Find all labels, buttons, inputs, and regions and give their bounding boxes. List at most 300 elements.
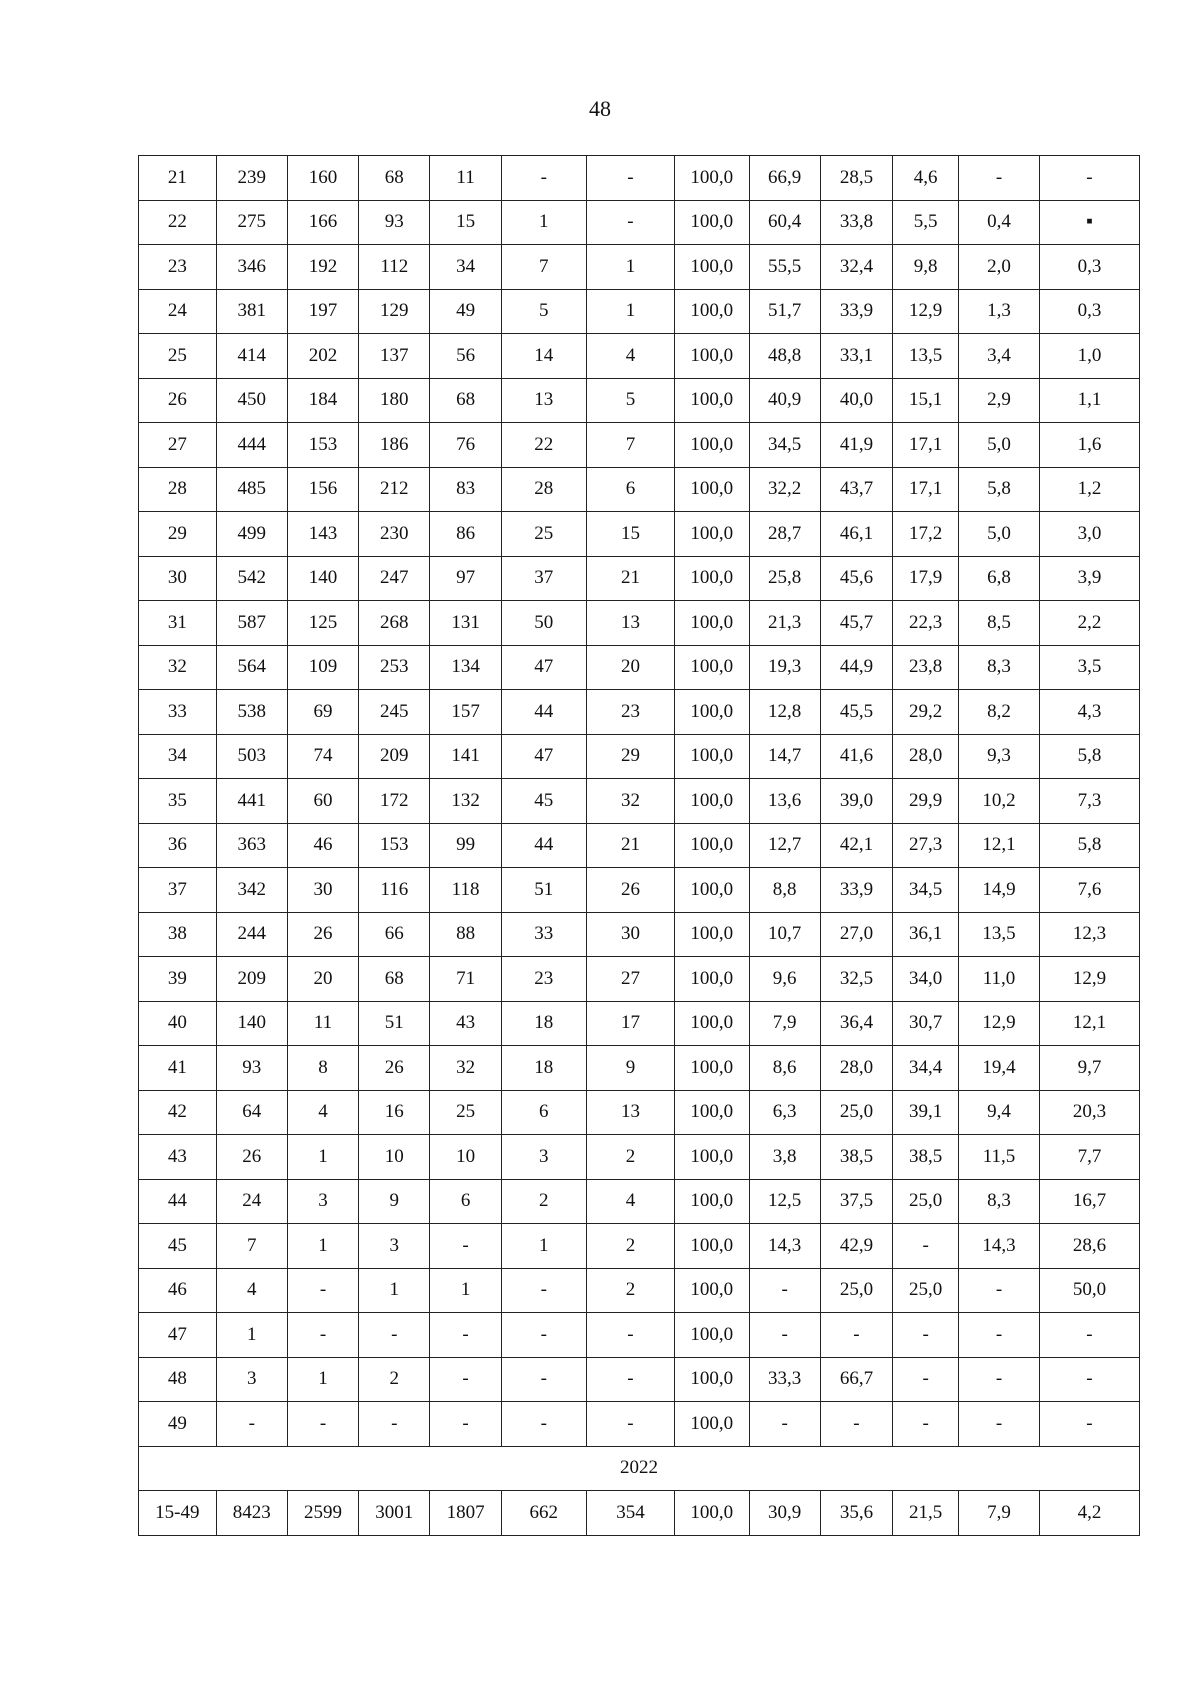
- table-cell: 50,0: [1039, 1268, 1139, 1313]
- table-row: [139, 423, 1140, 468]
- table-row: [139, 601, 1140, 646]
- table-cell: 100,0: [675, 645, 749, 690]
- table-cell: 100,0: [675, 1001, 749, 1046]
- table-cell: 12,5: [749, 1179, 820, 1224]
- table-cell: 19,4: [959, 1046, 1040, 1091]
- table-row: [139, 1357, 1140, 1402]
- table-cell: 28,0: [820, 1046, 892, 1091]
- table-cell: 29,2: [893, 690, 959, 735]
- table-cell: 1,0: [1039, 334, 1139, 379]
- table-cell: 2: [586, 1135, 674, 1180]
- table-cell: 2: [586, 1268, 674, 1313]
- table-cell: 25,0: [820, 1268, 892, 1313]
- table-row: [139, 1179, 1140, 1224]
- row-label-cell: 42: [139, 1090, 217, 1135]
- table-cell: -: [287, 1402, 358, 1447]
- table-cell: 21,3: [749, 601, 820, 646]
- table-cell: 51: [501, 868, 586, 913]
- table-cell: 41,9: [820, 423, 892, 468]
- table-cell: 7,6: [1039, 868, 1139, 913]
- table-cell: 10: [359, 1135, 430, 1180]
- table-cell: 1: [287, 1224, 358, 1269]
- table-cell: 12,1: [1039, 1001, 1139, 1046]
- table-cell: 56: [430, 334, 501, 379]
- table-cell: 140: [287, 556, 358, 601]
- table-cell: 100,0: [675, 868, 749, 913]
- table-cell: 88: [430, 912, 501, 957]
- table-cell: 1,3: [959, 289, 1040, 334]
- row-label-cell: 35: [139, 779, 217, 824]
- row-label-cell: 27: [139, 423, 217, 468]
- table-row: [139, 957, 1140, 1002]
- table-cell: 8423: [216, 1491, 287, 1536]
- table-cell: 33,9: [820, 868, 892, 913]
- table-cell: 100,0: [675, 1402, 749, 1447]
- table-cell: 60: [287, 779, 358, 824]
- table-cell: 245: [359, 690, 430, 735]
- table-cell: 2,2: [1039, 601, 1139, 646]
- table-cell: 14,7: [749, 734, 820, 779]
- table-cell: 100,0: [675, 1313, 749, 1358]
- row-label-cell: 37: [139, 868, 217, 913]
- table-cell: 71: [430, 957, 501, 1002]
- row-label-cell: 44: [139, 1179, 217, 1224]
- table-cell: 9: [586, 1046, 674, 1091]
- table-cell: 93: [216, 1046, 287, 1091]
- table-cell: 5,0: [959, 423, 1040, 468]
- table-cell: 14,9: [959, 868, 1040, 913]
- table-cell: 247: [359, 556, 430, 601]
- table-cell: 10,7: [749, 912, 820, 957]
- table-cell: 2599: [287, 1491, 358, 1536]
- table-cell: 51: [359, 1001, 430, 1046]
- table-cell: 1: [287, 1135, 358, 1180]
- table-cell: -: [287, 1313, 358, 1358]
- table-cell: 37: [501, 556, 586, 601]
- table-cell: 27,0: [820, 912, 892, 957]
- table-cell: 244: [216, 912, 287, 957]
- table-cell: 132: [430, 779, 501, 824]
- table-cell: -: [586, 1402, 674, 1447]
- row-label-cell: 21: [139, 156, 217, 201]
- table-cell: 15: [586, 512, 674, 557]
- table-cell: 3001: [359, 1491, 430, 1536]
- table-cell: 25,0: [893, 1179, 959, 1224]
- table-row: [139, 156, 1140, 201]
- table-cell: -: [749, 1313, 820, 1358]
- table-cell: 12,9: [959, 1001, 1040, 1046]
- table-cell: -: [959, 1402, 1040, 1447]
- table-cell: 43,7: [820, 467, 892, 512]
- page-number: 48: [589, 96, 611, 121]
- table-cell: 7,9: [959, 1491, 1040, 1536]
- table-cell: 28,6: [1039, 1224, 1139, 1269]
- table-cell: 11,5: [959, 1135, 1040, 1180]
- table-cell: 66,7: [820, 1357, 892, 1402]
- row-label-cell: 45: [139, 1224, 217, 1269]
- total-row: [139, 1491, 1140, 1536]
- table-cell: 36,1: [893, 912, 959, 957]
- table-cell: 414: [216, 334, 287, 379]
- table-cell: 6: [586, 467, 674, 512]
- table-cell: 13: [501, 378, 586, 423]
- table-cell: 230: [359, 512, 430, 557]
- table-cell: -: [430, 1357, 501, 1402]
- table-cell: -: [501, 156, 586, 201]
- table-cell: -: [287, 1268, 358, 1313]
- table-cell: 48,8: [749, 334, 820, 379]
- table-cell: 1: [216, 1313, 287, 1358]
- table-cell: 11: [287, 1001, 358, 1046]
- table-cell: 17,2: [893, 512, 959, 557]
- table-cell: 6,8: [959, 556, 1040, 601]
- table-cell: 7: [586, 423, 674, 468]
- table-cell: 4: [586, 334, 674, 379]
- table-cell: 11,0: [959, 957, 1040, 1002]
- table-cell: 160: [287, 156, 358, 201]
- table-cell: 39,1: [893, 1090, 959, 1135]
- table-cell: -: [959, 156, 1040, 201]
- table-row: [139, 1001, 1140, 1046]
- table-cell: 6,3: [749, 1090, 820, 1135]
- table-cell: 184: [287, 378, 358, 423]
- table-cell: 100,0: [675, 556, 749, 601]
- table-cell: 83: [430, 467, 501, 512]
- table-row: [139, 690, 1140, 735]
- table-cell: 209: [359, 734, 430, 779]
- table-cell: 100,0: [675, 1046, 749, 1091]
- table-cell: 197: [287, 289, 358, 334]
- table-cell: 0,3: [1039, 289, 1139, 334]
- table-cell: -: [586, 156, 674, 201]
- table-cell: 202: [287, 334, 358, 379]
- table-cell: 118: [430, 868, 501, 913]
- table-cell: 44: [501, 823, 586, 868]
- table-cell: 68: [359, 156, 430, 201]
- table-cell: 25: [501, 512, 586, 557]
- table-cell: 192: [287, 245, 358, 290]
- table-cell: 100,0: [675, 1135, 749, 1180]
- table-cell: 28,7: [749, 512, 820, 557]
- table-cell: 9: [359, 1179, 430, 1224]
- row-label-cell: 43: [139, 1135, 217, 1180]
- table-cell: -: [959, 1357, 1040, 1402]
- row-label-cell: 15-49: [139, 1491, 217, 1536]
- table-cell: 17: [586, 1001, 674, 1046]
- table-cell: -: [893, 1357, 959, 1402]
- table-cell: 28: [501, 467, 586, 512]
- table-cell: 8,5: [959, 601, 1040, 646]
- table-cell: 8,2: [959, 690, 1040, 735]
- table-cell: 1,1: [1039, 378, 1139, 423]
- table-cell: 16: [359, 1090, 430, 1135]
- table-row: [139, 1090, 1140, 1135]
- table-cell: 42,1: [820, 823, 892, 868]
- statistics-table: [138, 155, 1140, 1536]
- table-cell: 22,3: [893, 601, 959, 646]
- table-cell: 1,2: [1039, 467, 1139, 512]
- table-row: [139, 1268, 1140, 1313]
- table-row: [139, 823, 1140, 868]
- table-row: [139, 378, 1140, 423]
- table-cell: -: [430, 1402, 501, 1447]
- table-row: [139, 289, 1140, 334]
- row-label-cell: 33: [139, 690, 217, 735]
- table-cell: 37,5: [820, 1179, 892, 1224]
- table-cell: 7: [216, 1224, 287, 1269]
- table-row: [139, 556, 1140, 601]
- row-label-cell: 46: [139, 1268, 217, 1313]
- table-cell: 4: [287, 1090, 358, 1135]
- table-cell: 20,3: [1039, 1090, 1139, 1135]
- table-cell: 20: [287, 957, 358, 1002]
- row-label-cell: 31: [139, 601, 217, 646]
- table-cell: 253: [359, 645, 430, 690]
- table-cell: 5,0: [959, 512, 1040, 557]
- table-cell: 381: [216, 289, 287, 334]
- table-cell: 5,5: [893, 200, 959, 245]
- table-cell: 1: [586, 245, 674, 290]
- table-cell: 100,0: [675, 156, 749, 201]
- table-cell: 45,5: [820, 690, 892, 735]
- table-body: [139, 156, 1140, 1536]
- table-cell: 13,5: [893, 334, 959, 379]
- table-cell: 33,8: [820, 200, 892, 245]
- table-cell: 100,0: [675, 1179, 749, 1224]
- table-cell: 0,3: [1039, 245, 1139, 290]
- table-cell: 10,2: [959, 779, 1040, 824]
- row-label-cell: 38: [139, 912, 217, 957]
- table-cell: 8,3: [959, 645, 1040, 690]
- table-cell: 134: [430, 645, 501, 690]
- table-cell: 1: [359, 1268, 430, 1313]
- row-label-cell: 30: [139, 556, 217, 601]
- table-cell: 662: [501, 1491, 586, 1536]
- table-cell: 32: [430, 1046, 501, 1091]
- table-cell: 209: [216, 957, 287, 1002]
- table-cell: 9,6: [749, 957, 820, 1002]
- row-label-cell: 29: [139, 512, 217, 557]
- table-cell: 46,1: [820, 512, 892, 557]
- table-cell: 10: [430, 1135, 501, 1180]
- table-cell: 1: [586, 289, 674, 334]
- table-cell: 14,3: [959, 1224, 1040, 1269]
- table-cell: 29: [586, 734, 674, 779]
- table-cell: 30,7: [893, 1001, 959, 1046]
- table-cell: 4,2: [1039, 1491, 1139, 1536]
- table-cell: 30: [287, 868, 358, 913]
- table-cell: 2: [359, 1357, 430, 1402]
- table-cell: 34: [430, 245, 501, 290]
- table-cell: 5,8: [1039, 734, 1139, 779]
- table-cell: 8: [287, 1046, 358, 1091]
- table-cell: 51,7: [749, 289, 820, 334]
- row-label-cell: 47: [139, 1313, 217, 1358]
- table-cell: 125: [287, 601, 358, 646]
- table-cell: 186: [359, 423, 430, 468]
- table-cell: 74: [287, 734, 358, 779]
- table-cell: 4,3: [1039, 690, 1139, 735]
- table-cell: 3: [216, 1357, 287, 1402]
- table-cell: 268: [359, 601, 430, 646]
- table-cell: 19,3: [749, 645, 820, 690]
- table-cell: 180: [359, 378, 430, 423]
- table-cell: 141: [430, 734, 501, 779]
- table-cell: 33: [501, 912, 586, 957]
- table-cell: 587: [216, 601, 287, 646]
- table-cell: 9,7: [1039, 1046, 1139, 1091]
- table-cell: 44: [501, 690, 586, 735]
- table-cell: 26: [216, 1135, 287, 1180]
- table-cell: 17,1: [893, 423, 959, 468]
- table-cell: 100,0: [675, 1224, 749, 1269]
- table-cell: 2,9: [959, 378, 1040, 423]
- table-cell: -: [430, 1224, 501, 1269]
- table-cell: 137: [359, 334, 430, 379]
- table-cell: 32: [586, 779, 674, 824]
- table-cell: -: [501, 1357, 586, 1402]
- table-cell: 7,7: [1039, 1135, 1139, 1180]
- table-cell: -: [1039, 1357, 1139, 1402]
- table-cell: 60,4: [749, 200, 820, 245]
- table-cell: 66,9: [749, 156, 820, 201]
- table-cell: 153: [287, 423, 358, 468]
- row-label-cell: 49: [139, 1402, 217, 1447]
- table-cell: 47: [501, 645, 586, 690]
- table-cell: 346: [216, 245, 287, 290]
- table-cell: 3,0: [1039, 512, 1139, 557]
- table-row: [139, 200, 1140, 245]
- table-cell: -: [216, 1402, 287, 1447]
- table-cell: 157: [430, 690, 501, 735]
- table-cell: 27,3: [893, 823, 959, 868]
- table-cell: -: [959, 1268, 1040, 1313]
- table-row: [139, 1135, 1140, 1180]
- table-cell: 342: [216, 868, 287, 913]
- table-cell: 239: [216, 156, 287, 201]
- table-cell: 3: [501, 1135, 586, 1180]
- table-cell: 38,5: [893, 1135, 959, 1180]
- table-cell: 1: [287, 1357, 358, 1402]
- table-cell: 18: [501, 1001, 586, 1046]
- table-cell: 2: [586, 1224, 674, 1269]
- table-cell: 9,8: [893, 245, 959, 290]
- table-cell: 112: [359, 245, 430, 290]
- row-label-cell: 34: [139, 734, 217, 779]
- table-cell: 34,5: [749, 423, 820, 468]
- table-cell: 363: [216, 823, 287, 868]
- table-cell: 100,0: [675, 823, 749, 868]
- table-cell: 13,6: [749, 779, 820, 824]
- table-cell: -: [959, 1313, 1040, 1358]
- table-cell: 33,1: [820, 334, 892, 379]
- table-cell: 1807: [430, 1491, 501, 1536]
- table-cell: 23: [586, 690, 674, 735]
- table-cell: -: [893, 1224, 959, 1269]
- table-cell: 275: [216, 200, 287, 245]
- row-label-cell: 32: [139, 645, 217, 690]
- table-cell: 100,0: [675, 334, 749, 379]
- table-cell: 50: [501, 601, 586, 646]
- table-cell: 6: [430, 1179, 501, 1224]
- row-label-cell: 41: [139, 1046, 217, 1091]
- table-cell: 40,0: [820, 378, 892, 423]
- table-cell: 45: [501, 779, 586, 824]
- table-cell: -: [501, 1402, 586, 1447]
- table-cell: 4: [216, 1268, 287, 1313]
- table-cell: 4: [586, 1179, 674, 1224]
- table-cell: -: [820, 1402, 892, 1447]
- row-label-cell: 36: [139, 823, 217, 868]
- table-cell: 55,5: [749, 245, 820, 290]
- table-cell: 69: [287, 690, 358, 735]
- table-cell: 166: [287, 200, 358, 245]
- table-cell: -: [586, 1357, 674, 1402]
- table-cell: 1: [430, 1268, 501, 1313]
- table-cell: 44,9: [820, 645, 892, 690]
- table-cell: 140: [216, 1001, 287, 1046]
- table-cell: -: [430, 1313, 501, 1358]
- table-cell: 76: [430, 423, 501, 468]
- table-cell: 9,4: [959, 1090, 1040, 1135]
- table-cell: 34,5: [893, 868, 959, 913]
- table-cell: 66: [359, 912, 430, 957]
- table-cell: 0,4: [959, 200, 1040, 245]
- table-cell: 100,0: [675, 690, 749, 735]
- table-cell: 153: [359, 823, 430, 868]
- table-cell: 6: [501, 1090, 586, 1135]
- table-cell: 26: [586, 868, 674, 913]
- table-cell: 2: [501, 1179, 586, 1224]
- table-cell: 100,0: [675, 1357, 749, 1402]
- table-cell: 14: [501, 334, 586, 379]
- table-cell: 38,5: [820, 1135, 892, 1180]
- table-cell: -: [501, 1268, 586, 1313]
- table-cell: 11: [430, 156, 501, 201]
- table-row: [139, 912, 1140, 957]
- table-cell: 116: [359, 868, 430, 913]
- table-cell: 86: [430, 512, 501, 557]
- table-cell: -: [586, 200, 674, 245]
- table-cell: -: [749, 1402, 820, 1447]
- table-cell: 8,8: [749, 868, 820, 913]
- table-cell: 143: [287, 512, 358, 557]
- table-cell: 100,0: [675, 512, 749, 557]
- table-cell: 32,4: [820, 245, 892, 290]
- table-cell: 100,0: [675, 734, 749, 779]
- table-cell: 42,9: [820, 1224, 892, 1269]
- section-year-label: 2022: [139, 1446, 1140, 1491]
- table-cell: 23,8: [893, 645, 959, 690]
- table-cell: 12,1: [959, 823, 1040, 868]
- table-cell: 41,6: [820, 734, 892, 779]
- table-cell: 21,5: [893, 1491, 959, 1536]
- table-cell: 1,6: [1039, 423, 1139, 468]
- table-cell: ▪: [1039, 200, 1139, 245]
- table-cell: 100,0: [675, 1090, 749, 1135]
- table-cell: 1: [501, 1224, 586, 1269]
- table-cell: 12,7: [749, 823, 820, 868]
- row-label-cell: 25: [139, 334, 217, 379]
- table-row: [139, 1046, 1140, 1091]
- row-label-cell: 23: [139, 245, 217, 290]
- table-cell: 34,0: [893, 957, 959, 1002]
- row-label-cell: 40: [139, 1001, 217, 1046]
- table-cell: 13: [586, 601, 674, 646]
- table-cell: 97: [430, 556, 501, 601]
- table-cell: 450: [216, 378, 287, 423]
- table-cell: 15,1: [893, 378, 959, 423]
